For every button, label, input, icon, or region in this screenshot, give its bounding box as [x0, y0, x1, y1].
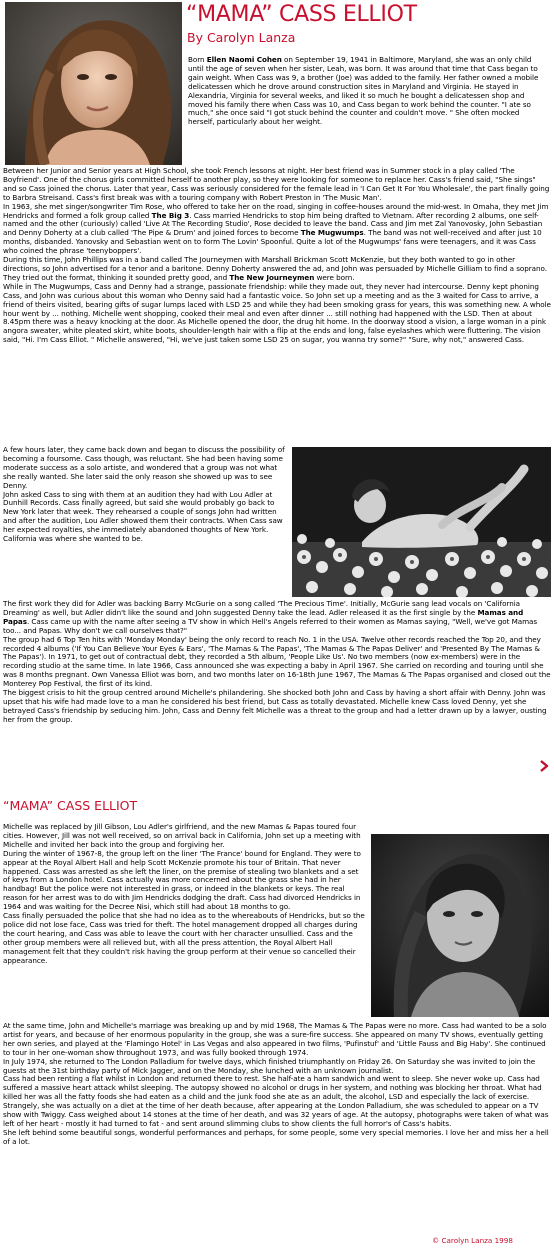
band-name-mugwumps: The Mugwumps — [300, 228, 364, 238]
paragraph: Between her Junior and Senior years at High School, she took French lessons at night. Her best friend was in Summer stock in a play called 'The Boyfriend'. One of the chorus girls committed herself to another play, so they were looking for someone to replace her. Cass's friend said, "She sings" and so Cass joined the chorus. Later that year, Cass was seriously considered for the female lead in 'I Can Get It For You Wholesale', the part finally going to Barbra Streisand. Cass's first break was with a touring company with Robert Preston in 'The Music Man'. — [3, 166, 550, 202]
paragraph: In July 1974, she returned to The London Palladium for twelve days, which finished triumphantly on Friday 26. On Saturday she was invited to join the guests at the 31st birthday party of Mick Jagger, and on the Monday, she lunched with an unknown journalist. — [3, 1056, 536, 1075]
section-title: “MAMA” CASS ELLIOT — [3, 798, 138, 813]
paragraph: A few hours later, they came back down and began to discuss the possibility of becoming a foursome. Cass though, was reluctant. She had been having some moderate success as a solo artiste, and wondered that a group was not what she really wanted. She later said the only reason she showed up was to see Denny. — [3, 445, 285, 490]
copyright-notice: © Carolyn Lanza 1998 — [432, 1236, 513, 1245]
birth-name: Ellen Naomi Cohen — [206, 55, 282, 64]
paragraph: The first work they did for Adler was backing Barry McGurie on a song called 'The Precious Time'. Initially, McGurie sang lead vocals on 'California Dreaming' as well, but Adler didn't like the sound and John suggested Denny take the lead. Adler released it as the first single by the Mamas and Papas. Cass came up with the name after seeing a TV show in which Hell's Angels referred to their women as Mamas saying, "Well, we've got Mamas too... and Papas. Why don't we call ourselves that?" — [3, 599, 538, 635]
paragraph: Cass finally persuaded the police that she had no idea as to the whereabouts of Hendricks, but so the police did not lose face, Cass was tried for theft. The hotel management dropped all charges during the court hearing, and Cass was able to leave the court with her character unsullied. Cass and the other group members were all relieved but, with all the press attention, the Royal Albert Hall management felt that they couldn't risk having the group perform at their venue so cancelled their appearance. — [3, 911, 365, 965]
article-section-mamas-papas — [3, 600, 551, 725]
paragraph: Michelle was replaced by Jill Gibson, Lou Adler's girlfriend, and the new Mamas & Papas toured four cities. However, Jill was not well received, so on arrival back in California, John set up a meeting with Michelle and invited her back into the group and forgiving her. — [3, 822, 361, 849]
paragraph: While in The Mugwumps, Cass and Denny had a strange, passionate friendship: while they made out, they never had intercourse. Denny kept phoning Cass, and John was curious about this woman who Denny said had a fantastic voice. So John set up a meeting and as the 3 waited for Cass to arrive, a friend of theirs visited, bearing gifts of sugar lumps laced with LSD 25 and while they had been smoking grass for years, this was something new. A whole hour went by ... nothing. Michelle went shopping, cooked their meal and even after dinner ... still nothing had happened with the LSD. Then at about 8.45pm there was a heavy knocking at the door. As Michelle opened the door, the drug hit home. In the doorway stood a vision, a large woman in a pink angora sweater, white pleated skirt, white boots, shoulder-length hair with a flip at the ends and long, false eyelashes which were fluttering. The vision said, "Hi. I'm Cass Elliot. " Michelle answered, "Hi, we've just taken some LSD 25 on sugar, you wanna try some?" "Sure, why not," answered Cass. — [3, 281, 551, 345]
article-section-final-years — [3, 1022, 551, 1147]
paragraph: Cass had been renting a flat whilst in London and returned there to rest. She half-ate a ham sandwich and went to sleep. She never woke up. Cass had suffered a massive heart attack whilst sleeping. The autopsy showed no alcohol or drugs in her system, and nothing was blocking her throat. What had killed her was all the fatty foods she had eaten as a child and the junk food she ate as an adult, the alcohol, LSD and especially the lack of exercise. — [3, 1074, 542, 1102]
paragraph: At the same time, John and Michelle's marriage was breaking up and by mid 1968, The Mamas & The Papas were no more. Cass had wanted to be a solo artist for years, and because of her enormous popularity in the group, she was a sure-fire success. She appeared on many TV shows, eventually getting her own series, and played at the 'Flamingo Hotel' in Las Vegas and also appeared in two films, 'Pufinstuf' and 'Little Fauss and Big Haby'. She continued to tour in her one-woman show throughout 1973, and was fully booked through 1974. — [3, 1021, 547, 1057]
flowers-photo — [292, 447, 551, 597]
paragraph: The group had 6 Top Ten hits with 'Monday Monday' being the only record to reach No. 1 in the USA. Twelve other records reached the Top 20, and they recorded 4 albums ('If You Can Believe Your Eyes & Ears', 'The Mamas & The Papas', 'The Mamas & The Papas Deliver' and 'Presented By The Mamas & The Papas'). In 1971, to get out of contractual debt, they recorded a 5th album, 'People Like Us'. No two members (now ex-members) were in the recording studio at the same time. In late 1966, Cass announced she was expecting a baby in April 1967. She carried on recording and touring until she was 8 months pregnant. Own Vanessa Elliot was born, and two months later on 16-18th June 1967, The Mamas & The Papas organised and closed out the Monterey Pop Festival, the first of its kind. — [3, 634, 551, 689]
chevron-right-icon[interactable] — [538, 757, 550, 769]
paragraph: In 1963, she met singer/songwriter Tim Rose, who offered to take her on the road, singing in coffee-houses around the mid-west. In Omaha, they met Jim Hendricks and formed a folk group called The Big 3. Cass married Hendricks to stop him being drafted to Vietnam. After recording 2 albums, one self-named and the other (curiously) called 'Live At The Recording Studio', Rose decided to leave the band. Cass and Jim met Zal Yanovosky, John Sebastian and Denny Doherty at a club called 'The Pipe & Drum' and joined forces to become The Mugwumps. The band was not well-received and after just 10 months, disbanded. Yanovsky and Sebastian went on to form The Lovin' Spoonful. Quite a lot of the Mugwumps' fans were teenagers, and it was Cass who coined the phrase 'teenyboppers'. — [3, 201, 549, 256]
paragraph: John asked Cass to sing with them at an audition they had with Lou Adler at Dunhill Records. Cass finally agreed, but said she would probably go back to New York later that week. They rehearsed a couple of songs John had written and after the audition, Lou Adler showed them their contracts. When Cass saw her expected royalties, she immediately abandoned thoughts of New York. California was where she wanted to be. — [3, 489, 283, 544]
paragraph: She left behind some beautiful songs, wonderful performances and perhaps, for some people, some very special memories. I love her and miss her a hell of a lot. — [3, 1127, 549, 1146]
intro-paragraph: Born Ellen Naomi Cohen on September 19, 1941 in Baltimore, Maryland, she was an only child until the age of seven when her sister, Leah, was born. It was around that time that Cass began to gain weight. When Cass was 9, a brother (Joe) was added to the family. Her father owned a mobile delicatessen which he drove around construction sites in Maryland and Virginia. He stayed in Alexandria, Virginia for several weeks, and liked it so much he bought a delicatessen shop and moved his family there when Cass was 10, and Cass began to work behind the counter. "I ate so much," she once said "I got stuck behind the counter and couldn't move. " She often mocked herself, particularly about her weight. — [188, 55, 539, 127]
paragraph: Strangely, she was actually on a diet at the time of her death because, after appearing at the London Palladium, she was scheduled to appear on a TV show with Twiggy. Cass weighed about 14 stones at the time of her death, and was 32 years of age. At the autopsy, photographs were taken of what was left of her heart - mostly it had turned to fat - and sent around slimming clubs to show clients the full horror's of Cass's habits. — [3, 1101, 549, 1128]
byline: By Carolyn Lanza — [187, 30, 296, 45]
paragraph: During the winter of 1967-8, the group left on the liner 'The France' bound for England. They were to appear at the Royal Albert Hall and help Scott McKenzie promote his tour of Britain. That never happened. Cass was arrested as she left the liner, on the premise of stealing two blankets and a set of keys from a London hotel. Cass actually was more concerned about the grass she had in her handbag! But the police were not interested in grass, or indeed in the blankets or keys. The real reason for her arrest was to do with Jim Hendricks dodging the draft. Cass had divorced Hendricks in 1964 and was waiting for the Decree Nisi, which still had about 18 months to go. — [3, 848, 361, 912]
article-section-audition — [3, 446, 289, 544]
band-name-big-3: The Big 3 — [151, 210, 190, 220]
paragraph: The biggest crisis to hit the group centred around Michelle's philandering. She shocked both John and Cass by having a short affair with Denny. John was upset that his wife had made love to a man he considered his best friend, but Cass as totally devastated. Michelle knew Cass loved Denny, yet she betrayed Cass's friendship by seducing him. John, Cass and Denny felt Michelle was a threat to the group and had a letter drawn up by a lawyer, ousting her from the group. — [3, 688, 547, 724]
page-title: “MAMA” CASS ELLIOT — [186, 2, 417, 27]
band-name-mamas-papas: Mamas and Papas — [3, 607, 524, 626]
portrait-photo-2 — [371, 834, 549, 1017]
article-section-later-years — [3, 823, 365, 966]
paragraph: During this time, John Phillips was in a band called The Journeymen with Marshall Brickman Scott McKenzie, but they both wanted to go in other directions, so John advertised for a tenor and a baritone. Denny Doherty answered the ad, and John was persuaded by Michelle Gilliam to find a soprano. They tried out the format, thinking it sounded pretty good, and The New Journeymen were born. — [3, 255, 547, 282]
band-name-new-journeymen: The New Journeymen — [229, 272, 315, 282]
portrait-photo-1 — [5, 2, 182, 165]
article-section-early-years — [3, 167, 551, 345]
